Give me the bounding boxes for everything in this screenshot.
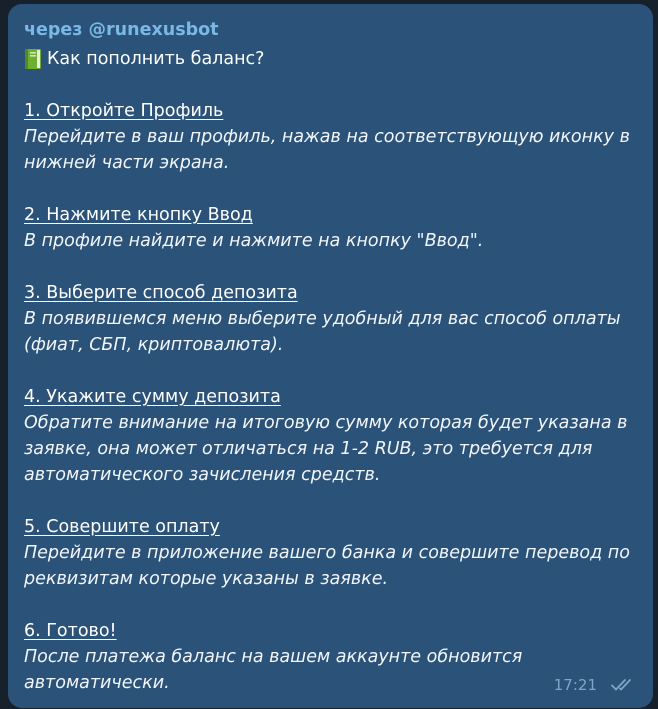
step-description-line: заявке, она может отличаться на 1-2 RUB, это требуется для: [24, 439, 593, 459]
step-title[interactable]: 2. Нажмите кнопку Ввод: [24, 205, 253, 225]
step-description-line: В появившемся меню выберите удобный для вас способ оплаты: [24, 309, 621, 329]
message-meta: [554, 672, 637, 698]
step-title[interactable]: 1. Откройте Профиль: [24, 101, 224, 121]
step-2: [24, 202, 637, 254]
step-6: [24, 618, 637, 696]
double-check-icon: [611, 678, 637, 692]
step-1: [24, 98, 637, 176]
step-description-line: Обратите внимание на итоговую сумму которая будет указана в: [24, 413, 628, 433]
step-description-line: автоматически.: [24, 673, 170, 693]
message-bubble[interactable]: [8, 4, 653, 708]
step-description-line: реквизитам которые указаны в заявке.: [24, 569, 389, 589]
step-description-line: (фиат, СБП, криптовалюта).: [24, 335, 284, 355]
step-description-line: В профиле найдите и нажмите на кнопку "Ввод".: [24, 231, 484, 251]
step-4: [24, 384, 637, 488]
title-text: Как пополнить баланс?: [47, 49, 265, 69]
step-5: [24, 514, 637, 592]
green-book-icon: [24, 48, 42, 70]
via-bot-label[interactable]: через @runexusbot: [24, 20, 219, 40]
message-title: [24, 46, 637, 72]
step-title[interactable]: 5. Совершите оплату: [24, 517, 220, 537]
step-description-line: После платежа баланс на вашем аккаунте обновится: [24, 647, 523, 667]
step-description-line: автоматического зачисления средств.: [24, 465, 381, 485]
step-title[interactable]: 4. Укажите сумму депозита: [24, 387, 281, 407]
step-description-line: Перейдите в ваш профиль, нажав на соответствующую иконку в: [24, 127, 630, 147]
step-title[interactable]: 3. Выберите способ депозита: [24, 283, 298, 303]
step-description-line: нижней части экрана.: [24, 153, 230, 173]
message-time: 17:21: [553, 676, 597, 694]
step-title[interactable]: 6. Готово!: [24, 621, 117, 641]
step-description-line: Перейдите в приложение вашего банка и совершите перевод по: [24, 543, 630, 563]
step-3: [24, 280, 637, 358]
